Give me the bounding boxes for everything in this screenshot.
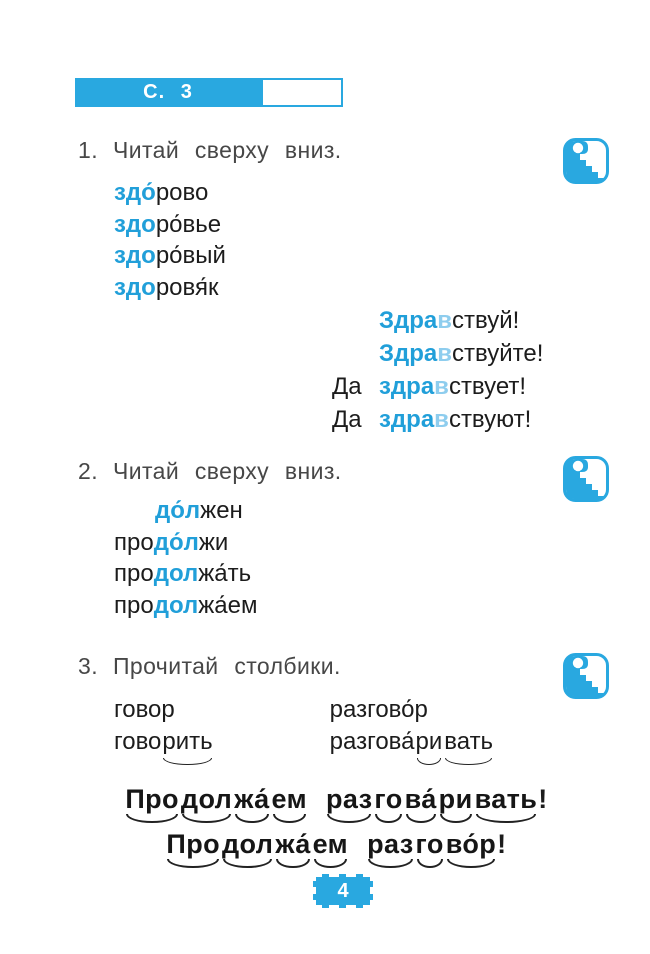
greetings-block [332,304,543,436]
exercise-2-word-list [114,496,258,622]
word-part-plain: жа́ть [198,560,252,587]
word-part-plain: разгово́р [329,696,428,723]
exercise-2-heading [78,458,342,485]
word-row [114,209,226,241]
word-part-plain: про [114,528,154,556]
word-row [114,177,226,209]
word-part-root: здра [379,373,435,400]
word-part-plain: ствуют! [448,406,532,433]
word-part-plain: рово [155,179,209,206]
greeting-word [379,340,543,367]
word-part-plain: ро́вье [155,210,222,238]
word-part-plain: ствует! [448,373,527,400]
greeting-word [379,373,526,400]
word-part-arc: ри [416,726,443,758]
word-part-plain: жи [198,528,229,556]
word-part-arc: жа́ [275,829,311,859]
greeting-word [379,307,519,334]
word-part-root: здо́ [114,179,156,206]
word-part-arc: раз [325,784,373,814]
word-part-root: здо [114,242,156,269]
word-part-arc: ем [312,829,349,859]
greeting-row [332,337,543,370]
exercise-title: Прочитай столбики. [113,653,341,679]
exercise-number: 2. [78,458,98,484]
word-column-left [114,694,214,757]
exercise-title: Читай сверху вниз. [113,137,342,163]
word-part-arc: дол [222,829,274,859]
word-row [114,559,258,591]
word-row [114,240,226,272]
stairs-reading-icon [563,138,609,184]
exercise-1-heading [78,137,342,164]
word-part-silent: в [437,307,453,334]
page-header [75,78,343,107]
word-part-plain: говор [114,696,175,723]
word-part-plain: жа́ем [198,591,258,619]
exercise-number: 1. [78,137,98,163]
exercise-number: 3. [78,653,98,679]
word-part-arc: ри [438,784,473,814]
word-row [114,528,258,560]
word-part-plain: ствуй! [452,307,520,334]
word-row [114,726,214,758]
word-part-arc: жа́ [234,784,270,814]
word-part-silent: в [434,373,449,400]
word-part-arc: во́р [445,829,497,859]
da-prefix: Да [332,406,362,433]
word-part-root: до́л [153,528,199,556]
word-part-plain: ! [538,784,548,814]
word-part-root: до́л [155,497,201,524]
exercise-3-heading [78,653,341,680]
word-row [330,726,494,758]
word-part-plain: разгова́ [329,727,415,755]
syllable-sentence [0,784,650,815]
word-row [114,272,226,304]
word-part-root: Здра [379,340,438,367]
word-part-gap [349,829,366,860]
word-part-root: дол [153,591,199,619]
word-part-arc: вать [444,726,493,758]
word-row [155,496,258,528]
greeting-row [332,304,543,337]
word-part-plain: ро́вый [155,242,226,269]
word-part-root: здра [379,406,435,433]
word-part-arc: ва́ [404,784,437,814]
word-part-arc: го [374,784,403,814]
word-part-arc: вать [474,784,538,814]
word-part-root: Здра [379,307,438,334]
word-part-silent: в [437,340,453,367]
header-page-label: С. 3 [75,78,261,107]
word-part-root: здо [114,210,156,238]
stairs-reading-icon [563,456,609,502]
page-number-stamp [312,873,374,909]
exercise-title: Читай сверху вниз. [113,458,342,484]
word-part-arc: ем [271,784,307,814]
greeting-row [332,370,543,403]
stairs-reading-icon [563,653,609,699]
greeting-word [379,406,531,433]
word-part-arc: дол [180,784,233,814]
word-part-arc: рить [162,726,212,758]
word-column-right [330,694,494,757]
exercise-1-word-list [114,177,226,303]
word-part-plain: ровя́к [155,273,219,301]
syllable-sentence [0,829,650,860]
word-part-plain: про [114,591,154,619]
word-part-silent: в [434,406,449,433]
word-part-arc: Про [166,829,221,859]
exercise-3-columns [114,694,494,757]
greeting-row [332,403,543,436]
word-part-root: дол [153,560,199,587]
word-row [330,694,494,726]
word-part-plain: ствуйте! [452,340,544,367]
word-part-arc: раз [367,829,414,859]
header-blank-tab [261,78,343,107]
word-part-plain: гово [114,727,162,755]
page-number: 4 [337,880,349,902]
word-part-gap [308,784,325,815]
word-part-arc: Про [125,784,179,814]
word-row [114,591,258,623]
word-part-plain: ! [497,829,507,859]
da-prefix: Да [332,373,362,400]
word-part-plain: про [114,560,154,587]
word-part-arc: го [415,829,444,859]
word-part-plain: жен [200,497,243,524]
word-row [114,694,214,726]
word-part-root: здо [114,273,156,301]
